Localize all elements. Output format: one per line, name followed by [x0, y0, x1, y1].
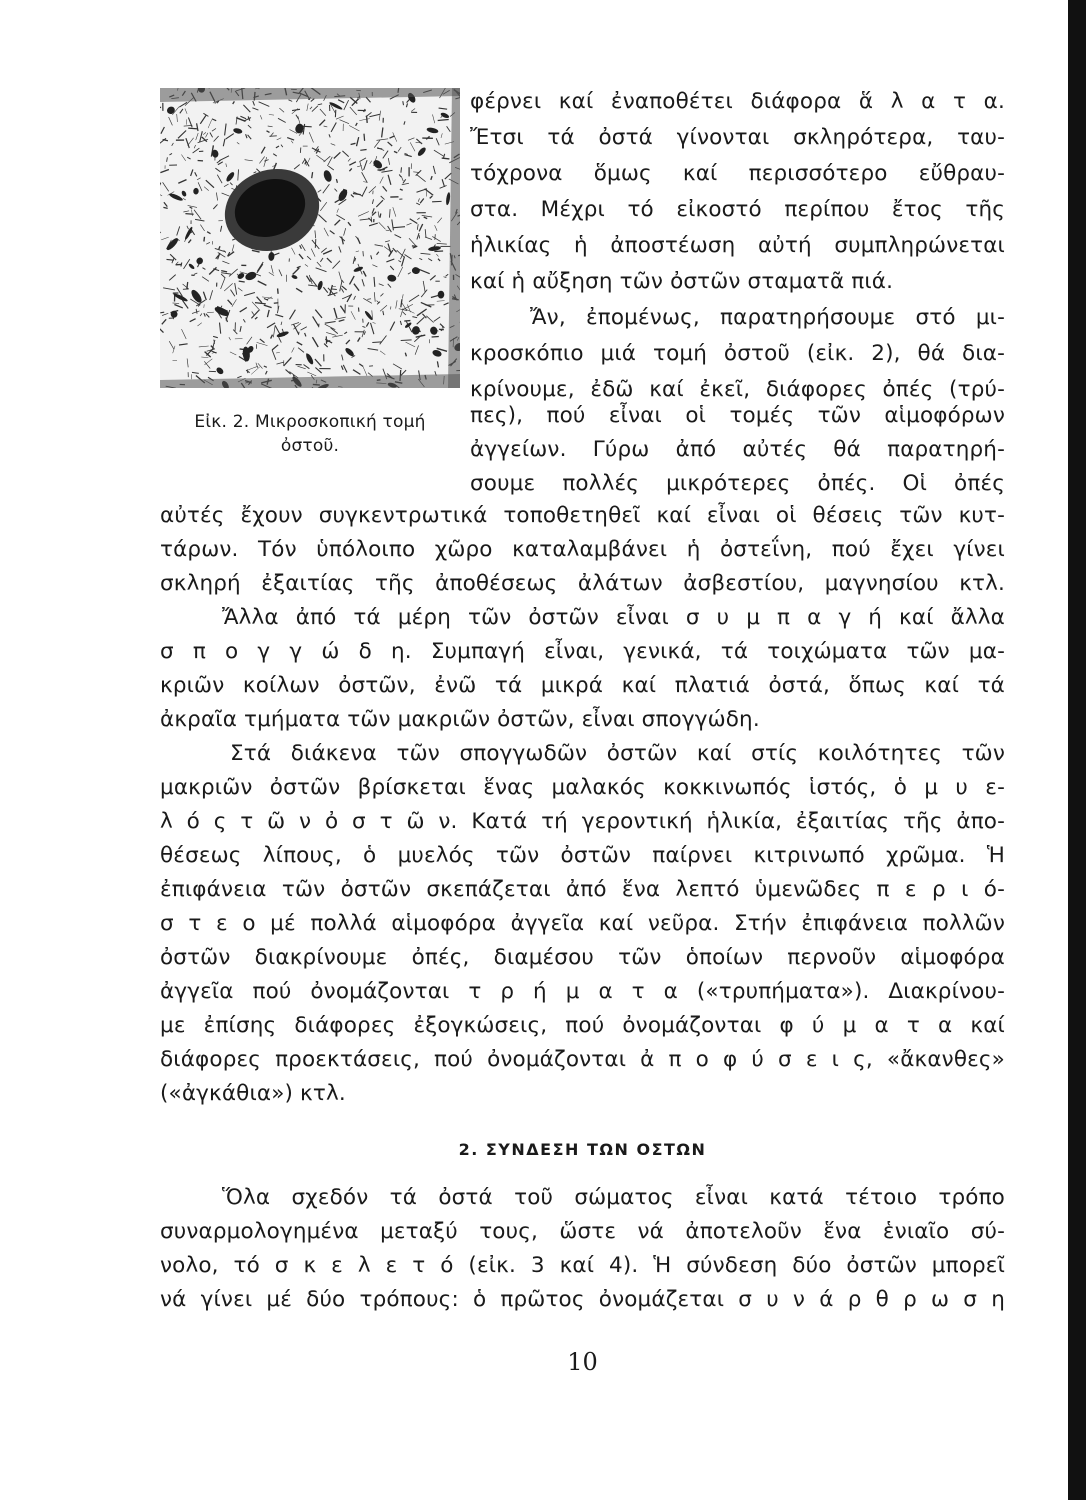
figure — [160, 88, 460, 456]
figure-caption-line: Εἰκ. 2. Μικροσκοπική τομή — [194, 412, 426, 432]
text-line: λ ό ς τ ῶ ν ὀ σ τ ῶ ν. Κατά τή γεροντική ἡλικία, ἐξαιτίας τῆς ἀπο- — [160, 809, 1005, 834]
text-line: ἐπιφάνεια τῶν ὀστῶν σκεπάζεται ἀπό ἕνα λεπτό ὑμενῶδες π ε ρ ι ό- — [160, 877, 1005, 902]
text-line: στα. Μέχρι τό εἰκοστό περίπου ἔτος τῆς — [470, 197, 1005, 222]
page-number: 10 — [567, 1348, 598, 1376]
text-line: ἀγγείων. Γύρω ἀπό αὐτές θά παρατηρή- — [470, 437, 1005, 462]
text-line: συναρμολογημένα μεταξύ τους, ὥστε νά ἀποτελοῦν ἕνα ἑνιαῖο σύ- — [160, 1219, 1005, 1244]
section-heading: 2. ΣΥΝΔΕΣΗ ΤΩΝ ΟΣΤΩΝ — [458, 1140, 707, 1159]
figure-caption — [160, 410, 460, 458]
text-line: νολο, τό σ κ ε λ ε τ ό (εἰκ. 3 καί 4). Ἡ σύνδεση δύο ὀστῶν μπορεῖ — [160, 1253, 1005, 1278]
text-line: κριῶν κοίλων ὀστῶν, ἐνῶ τά μικρά καί πλατιά ὀστά, ὅπως καί τά — [160, 673, 1005, 698]
text-line: φέρνει καί ἐναποθέτει διάφορα ἅ λ α τ α. — [470, 89, 1005, 114]
text-line: αὐτές ἔχουν συγκεντρωτικά τοποθετηθεῖ καί εἶναι οἱ θέσεις τῶν κυτ- — [160, 503, 1005, 528]
text-line: ἀκραῖα τμήματα τῶν μακριῶν ὀστῶν, εἶναι σπογγώδη. — [160, 707, 760, 732]
text-line: σ π ο γ γ ώ δ η. Συμπαγή εἶναι, γενικά, τά τοιχώματα τῶν μα- — [160, 639, 1005, 664]
text-line: σκληρή ἐξαιτίας τῆς ἀποθέσεως ἀλάτων ἀσβεστίου, μαγνησίου κτλ. — [160, 571, 1005, 596]
text-line: σ τ ε ο μέ πολλά αἱμοφόρα ἀγγεῖα καί νεῦρα. Στήν ἐπιφάνεια πολλῶν — [160, 911, 1005, 936]
text-line: με ἐπίσης διάφορες ἐξογκώσεις, πού ὀνομάζονται φ ύ μ α τ α καί — [160, 1013, 1005, 1038]
text-line: κροσκόπιο μιά τομή ὀστοῦ (εἰκ. 2), θά δια- — [470, 341, 1005, 366]
scan-edge-bar — [1068, 0, 1086, 1500]
text-line: Ἔτσι τά ὀστά γίνονται σκληρότερα, ταυ- — [470, 125, 1005, 150]
microscopic-bone-section-image — [160, 88, 460, 388]
text-line: θέσεως λίπους, ὁ μυελός τῶν ὀστῶν παίρνει κιτρινωπό χρῶμα. Ἡ — [160, 843, 1005, 868]
text-line: σουμε πολλές μικρότερες ὀπές. Οἱ ὀπές — [470, 471, 1005, 496]
text-line: καί ἡ αὔξηση τῶν ὀστῶν σταματᾶ πιά. — [470, 269, 894, 294]
text-line: κρίνουμε, ἐδῶ καί ἐκεῖ, διάφορες ὀπές (τρύ- — [470, 377, 1005, 402]
text-line: ἀγγεῖα πού ὀνομάζονται τ ρ ή μ α τ α («τρυπήματα»). Διακρίνου- — [160, 979, 1005, 1004]
text-line: τάρων. Τόν ὑπόλοιπο χῶρο καταλαμβάνει ἡ ὀστεΐνη, πού ἔχει γίνει — [160, 537, 1005, 562]
text-line: πες), πού εἶναι οἱ τομές τῶν αἱμοφόρων — [470, 403, 1005, 428]
text-line: ὀστῶν διακρίνουμε ὀπές, διαμέσου τῶν ὁποίων περνοῦν αἱμοφόρα — [160, 945, 1005, 970]
figure-caption-line: ὀστοῦ. — [280, 436, 340, 456]
text-line: μακριῶν ὀστῶν βρίσκεται ἕνας μαλακός κοκκινωπός ἱστός, ὁ μ υ ε- — [160, 775, 1005, 800]
text-line: νά γίνει μέ δύο τρόπους: ὁ πρῶτος ὀνομάζεται σ υ ν ά ρ θ ρ ω σ η — [160, 1287, 1005, 1312]
text-line: διάφορες προεκτάσεις, πού ὀνομάζονται ἀ π ο φ ύ σ ε ι ς, «ἄκανθες» — [160, 1047, 1005, 1072]
text-line: τόχρονα ὅμως καί περισσότερο εὔθραυ- — [470, 161, 1005, 186]
text-line: ἡλικίας ἡ ἀποστέωση αὐτή συμπληρώνεται — [470, 233, 1005, 258]
text-line: Ὅλα σχεδόν τά ὀστά τοῦ σώματος εἶναι κατά τέτοιο τρόπο — [222, 1185, 1005, 1210]
text-line: Ἄν, ἐπομένως, παρατηρήσουμε στό μι- — [530, 305, 1005, 330]
text-line: Στά διάκενα τῶν σπογγωδῶν ὀστῶν καί στίς κοιλότητες τῶν — [230, 741, 1005, 766]
text-line: Ἄλλα ἀπό τά μέρη τῶν ὀστῶν εἶναι σ υ μ π α γ ή καί ἄλλα — [222, 605, 1005, 630]
text-line: («ἀγκάθια») κτλ. — [160, 1081, 346, 1106]
